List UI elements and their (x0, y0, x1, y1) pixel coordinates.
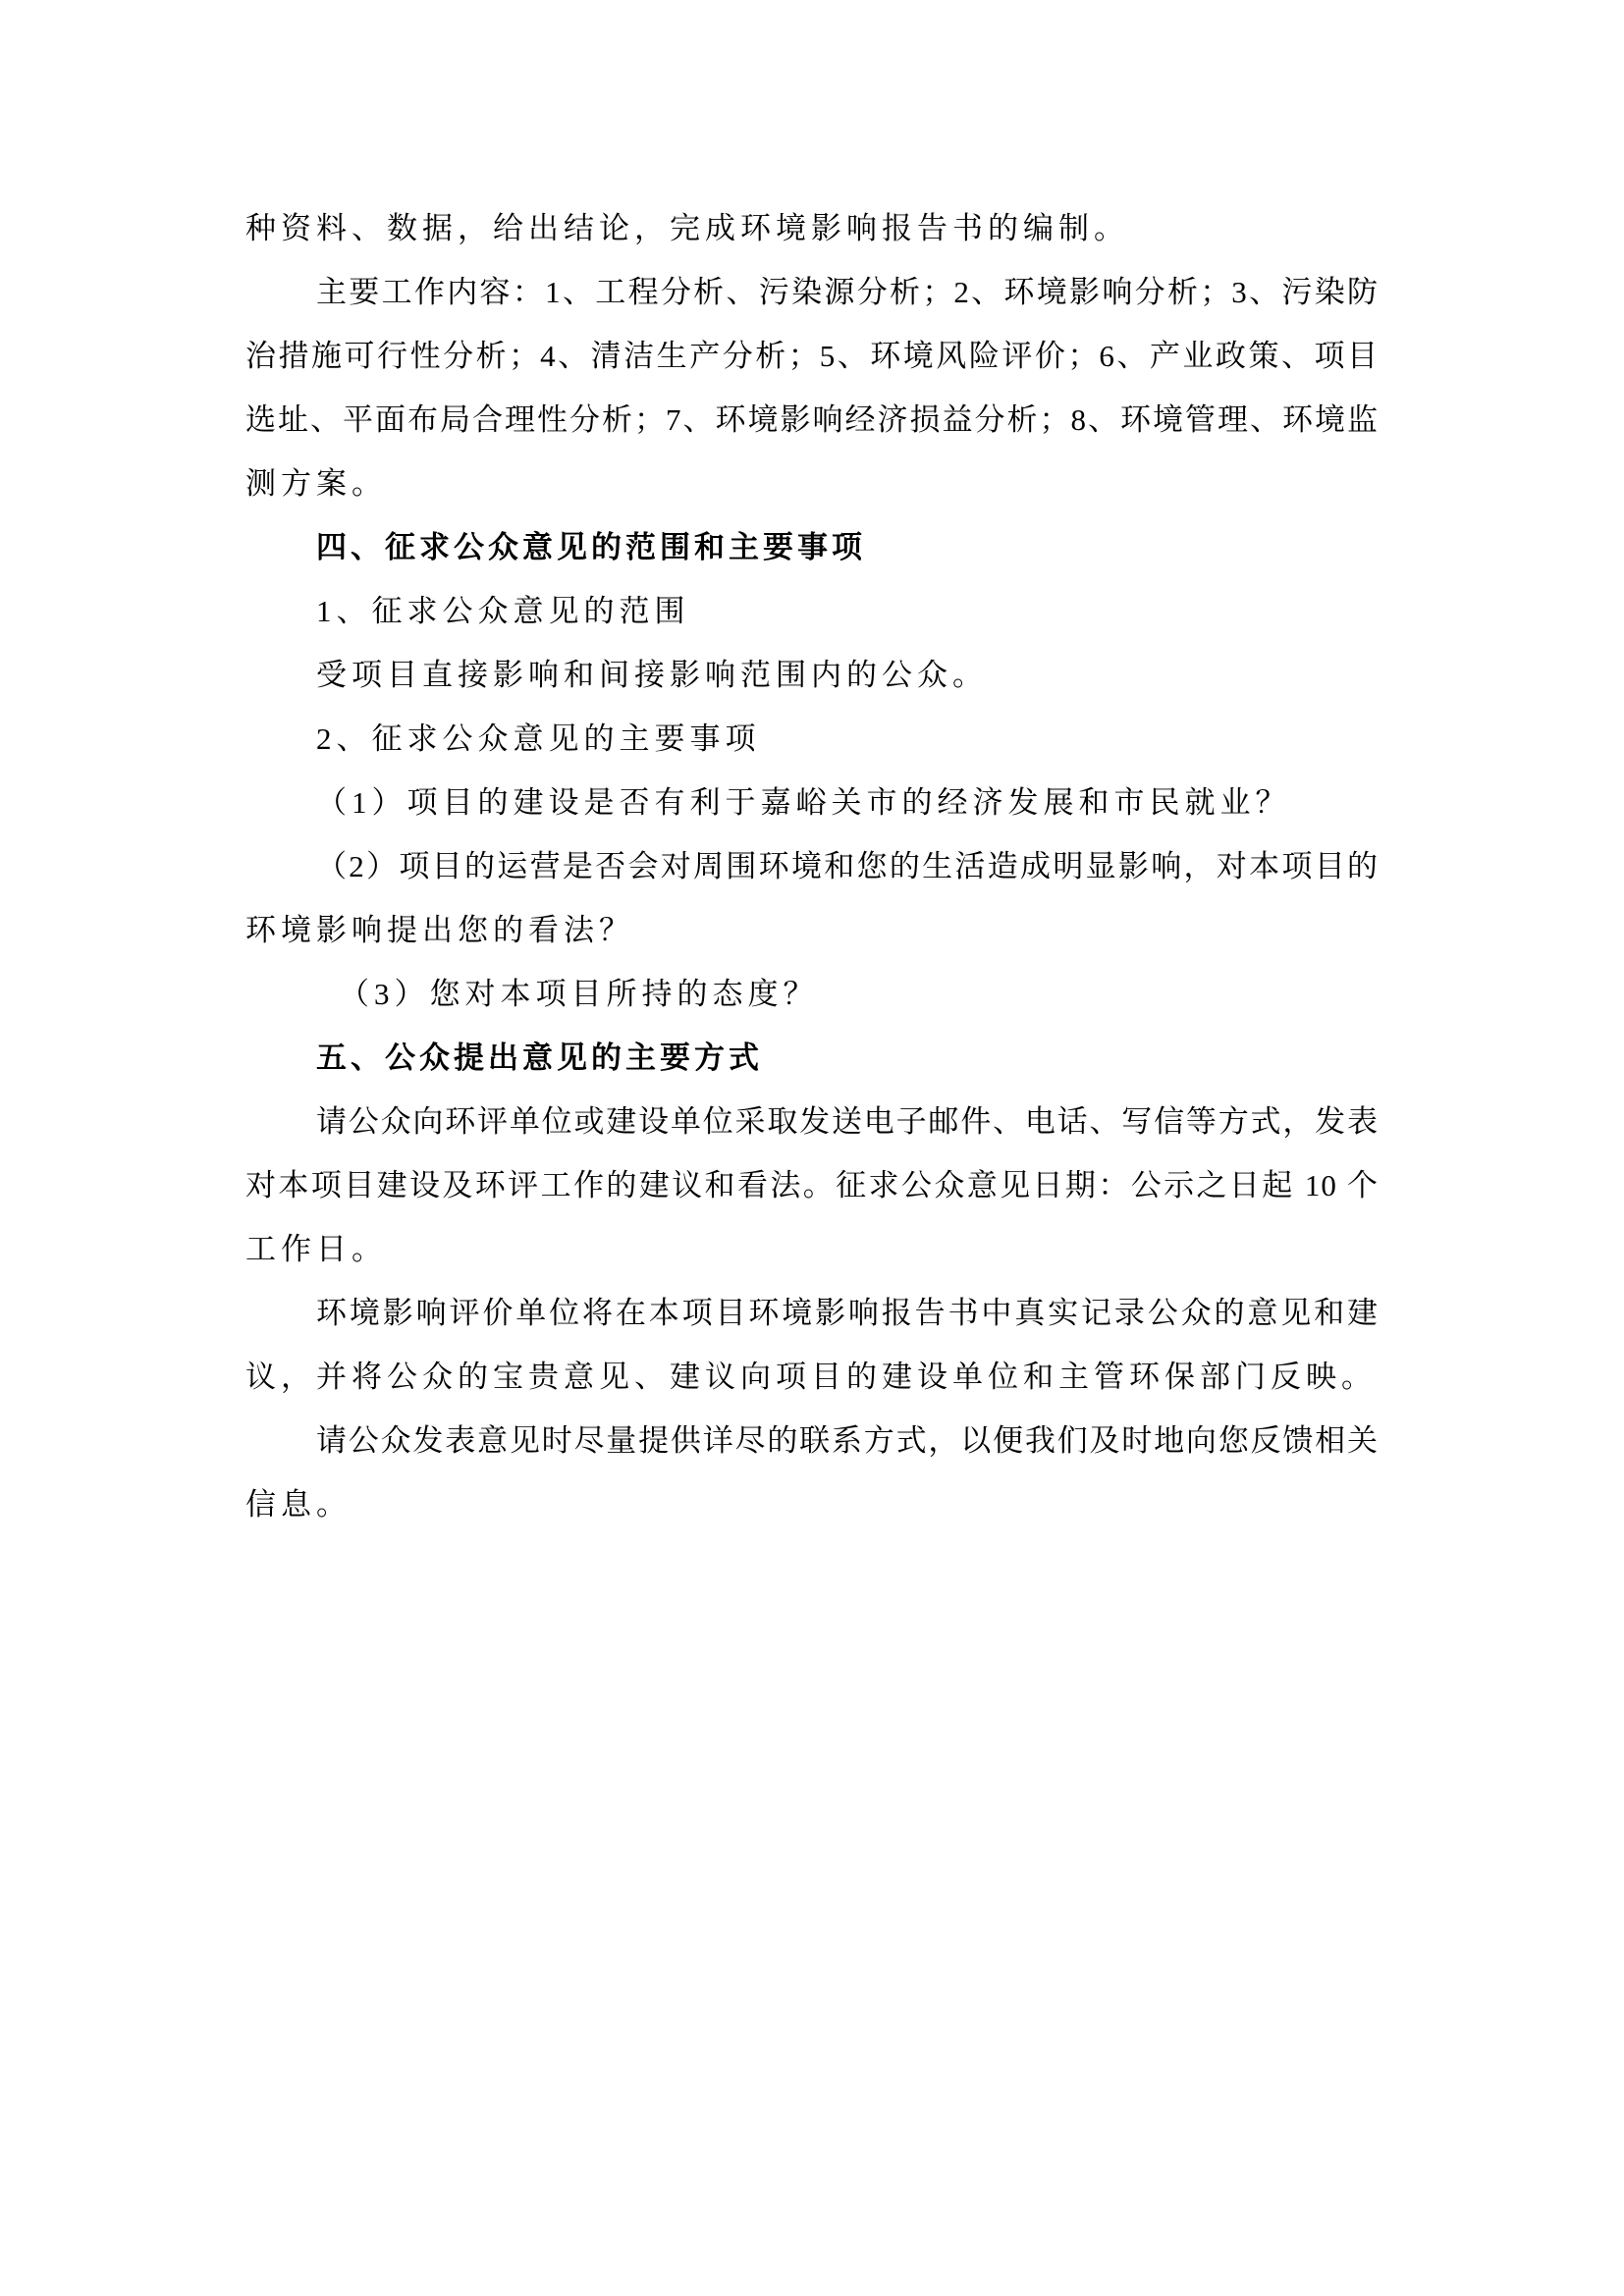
body-line: 议，并将公众的宝贵意见、建议向项目的建设单位和主管环保部门反映。 (245, 1360, 1377, 1394)
list-item: 2、征求公众意见的主要事项 (316, 721, 761, 756)
body-line: 信息。 (245, 1487, 352, 1522)
body-line: 治措施可行性分析；4、清洁生产分析；5、环境风险评价；6、产业政策、项目 (245, 339, 1379, 373)
list-item: （3）您对本项目所持的态度？ (339, 977, 819, 1011)
body-line: 请公众发表意见时尽量提供详尽的联系方式，以便我们及时地向您反馈相关 (316, 1423, 1379, 1458)
body-line: 工作日。 (245, 1232, 387, 1266)
body-line: 对本项目建设及环评工作的建议和看法。征求公众意见日期：公示之日起 10 个 (245, 1168, 1379, 1202)
text-block (245, 196, 1379, 1536)
body-line: 测方案。 (245, 466, 387, 501)
body-line: 请公众向环评单位或建设单位采取发送电子邮件、电话、写信等方式，发表 (316, 1104, 1379, 1139)
list-item: （1）项目的建设是否有利于嘉峪关市的经济发展和市民就业？ (316, 785, 1291, 820)
list-item: （2）项目的运营是否会对周围环境和您的生活造成明显影响，对本项目的 (316, 849, 1379, 883)
body-line: 主要工作内容：1、工程分析、污染源分析；2、环境影响分析；3、污染防 (316, 275, 1379, 309)
body-line: 选址、平面布局合理性分析；7、环境影响经济损益分析；8、环境管理、环境监 (245, 402, 1379, 437)
body-line: 种资料、数据，给出结论，完成环境影响报告书的编制。 (245, 211, 1129, 245)
body-line: 环境影响评价单位将在本项目环境影响报告书中真实记录公众的意见和建 (316, 1296, 1379, 1330)
body-line: 受项目直接影响和间接影响范围内的公众。 (316, 658, 988, 692)
section-heading-5: 五、公众提出意见的主要方式 (316, 1041, 763, 1075)
section-heading-4: 四、征求公众意见的范围和主要事项 (316, 530, 866, 564)
list-item: 1、征求公众意见的范围 (316, 594, 690, 628)
body-line: 环境影响提出您的看法？ (245, 913, 634, 947)
